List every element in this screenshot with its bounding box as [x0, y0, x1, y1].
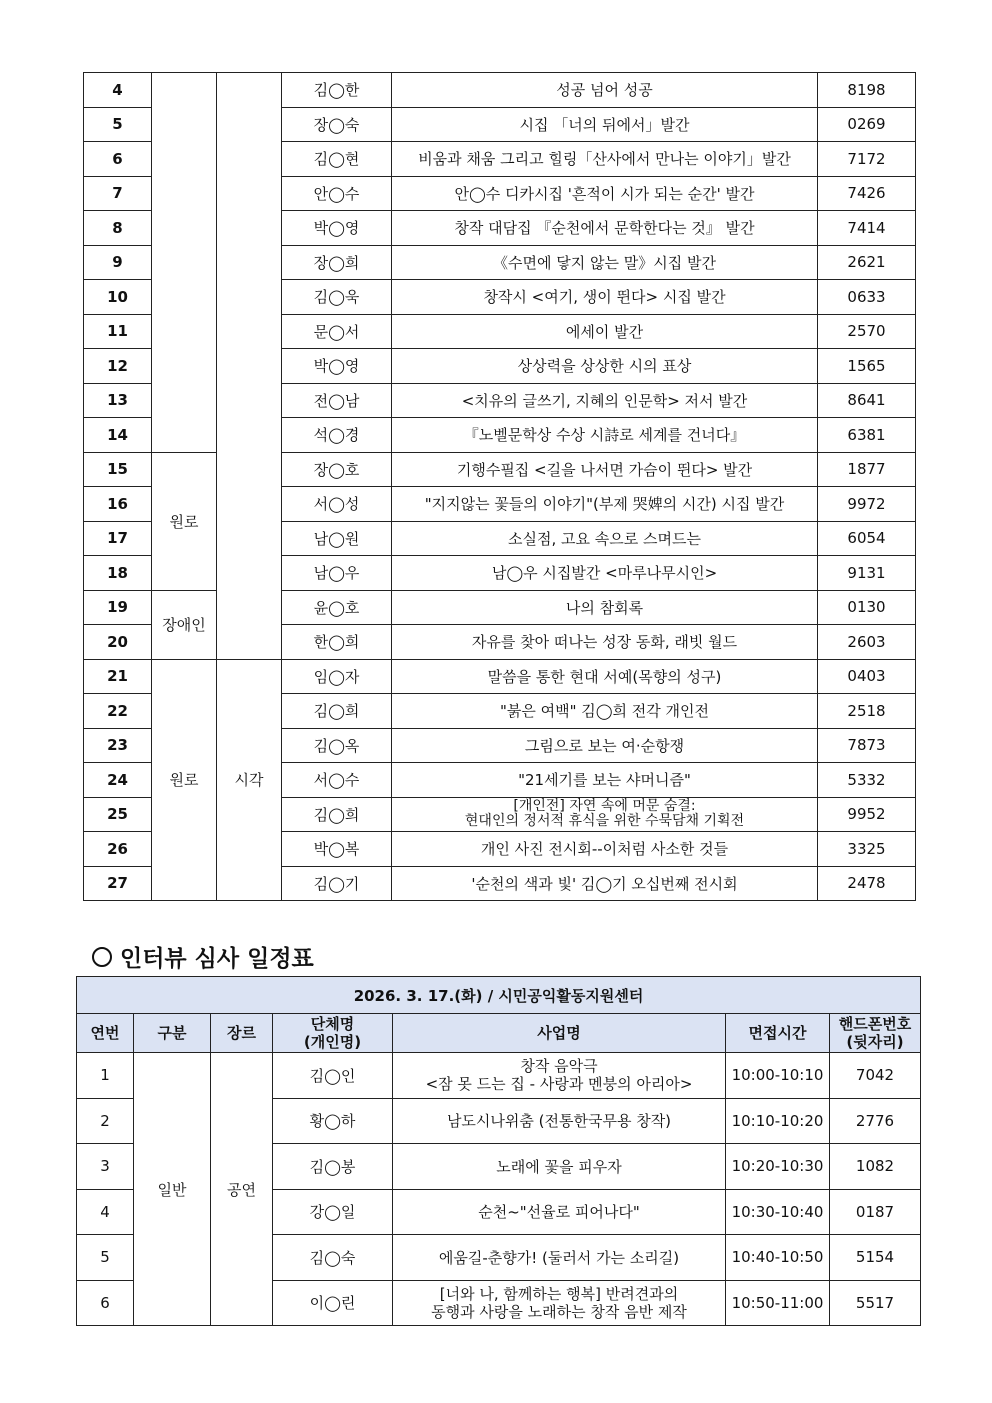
table-row	[84, 590, 916, 625]
header-category: 구분	[134, 1014, 211, 1053]
applicant-list-table	[83, 72, 916, 901]
applicant-name: 김◯옥	[282, 728, 392, 763]
row-number: 5	[84, 107, 152, 142]
project-title: 그림으로 보는 여·순항쟁	[392, 728, 818, 763]
project-title: 상상력을 상상한 시의 표상	[392, 349, 818, 384]
table-row	[84, 452, 916, 487]
applicant-name: 석◯경	[282, 418, 392, 453]
applicant-name: 임◯자	[282, 659, 392, 694]
applicant-name: 남◯우	[282, 556, 392, 591]
interview-time: 10:00-10:10	[726, 1053, 830, 1099]
header-project: 사업명	[393, 1014, 726, 1053]
applicant-name: 안◯수	[282, 176, 392, 211]
project-title: 《수면에 닿지 않는 말》시집 발간	[392, 245, 818, 280]
project-title: 창작 음악극 <잠 못 드는 집 - 사랑과 멘붕의 아리아>	[393, 1053, 726, 1099]
project-title: "21세기를 보는 샤머니즘"	[392, 763, 818, 798]
phone-last-digits: 2518	[818, 694, 916, 729]
genre-cell-visual: 시각	[217, 659, 282, 901]
category-cell-wonro: 원로	[152, 659, 217, 901]
row-number: 3	[77, 1144, 134, 1190]
interview-time: 10:30-10:40	[726, 1189, 830, 1235]
row-number: 19	[84, 590, 152, 625]
row-number: 10	[84, 280, 152, 315]
row-number: 23	[84, 728, 152, 763]
interview-schedule-table	[76, 976, 921, 1326]
row-number: 17	[84, 521, 152, 556]
applicant-name: 이◯린	[273, 1280, 393, 1326]
phone-last-digits: 0130	[818, 590, 916, 625]
phone-last-digits: 6054	[818, 521, 916, 556]
interview-time: 10:50-11:00	[726, 1280, 830, 1326]
row-number: 18	[84, 556, 152, 591]
section-title-text: 인터뷰 심사 일정표	[120, 945, 314, 972]
row-number: 6	[77, 1280, 134, 1326]
row-number: 20	[84, 625, 152, 660]
applicant-name: 문◯서	[282, 314, 392, 349]
applicant-name: 강◯일	[273, 1189, 393, 1235]
row-number: 4	[77, 1189, 134, 1235]
applicant-name: 박◯복	[282, 832, 392, 867]
phone-last-digits: 8641	[818, 383, 916, 418]
applicant-name: 윤◯호	[282, 590, 392, 625]
phone-last-digits: 2603	[818, 625, 916, 660]
category-cell-disabled: 장애인	[152, 590, 217, 659]
applicant-name: 한◯희	[282, 625, 392, 660]
phone-last-digits: 2570	[818, 314, 916, 349]
phone-last-digits: 3325	[818, 832, 916, 867]
row-number: 7	[84, 176, 152, 211]
row-number: 26	[84, 832, 152, 867]
project-title: 에세이 발간	[392, 314, 818, 349]
row-number: 24	[84, 763, 152, 798]
project-title: 비움과 채움 그리고 힐링「산사에서 만나는 이야기」발간	[392, 142, 818, 177]
interview-time: 10:20-10:30	[726, 1144, 830, 1190]
phone-last-digits: 5517	[830, 1280, 921, 1326]
phone-last-digits: 9131	[818, 556, 916, 591]
phone-last-digits: 8198	[818, 73, 916, 108]
row-number: 21	[84, 659, 152, 694]
project-title: 『노벨문학상 수상 시詩로 세계를 건너다』	[392, 418, 818, 453]
row-number: 15	[84, 452, 152, 487]
phone-last-digits: 2776	[830, 1098, 921, 1144]
row-number: 8	[84, 211, 152, 246]
header-time: 면접시간	[726, 1014, 830, 1053]
applicant-name: 전◯남	[282, 383, 392, 418]
applicant-name: 황◯하	[273, 1098, 393, 1144]
applicant-name: 장◯희	[282, 245, 392, 280]
row-number: 5	[77, 1235, 134, 1281]
phone-last-digits: 7426	[818, 176, 916, 211]
project-title: 말씀을 통한 현대 서예(목향의 성구)	[392, 659, 818, 694]
header-name: 단체명 (개인명)	[273, 1014, 393, 1053]
row-number: 11	[84, 314, 152, 349]
applicant-name: 김◯인	[273, 1053, 393, 1099]
schedule-row	[77, 1053, 921, 1099]
category-cell: 일반	[134, 1053, 211, 1326]
row-number: 13	[84, 383, 152, 418]
table-row	[84, 73, 916, 108]
row-number: 22	[84, 694, 152, 729]
schedule-caption: 2026. 3. 17.(화) / 시민공익활동지원센터	[77, 977, 921, 1014]
project-title: [개인전] 자연 속에 머문 숨결: 현대인의 정서적 휴식을 위한 수묵담채 기획전	[392, 797, 818, 832]
interview-time: 10:10-10:20	[726, 1098, 830, 1144]
category-cell-wonro: 원로	[152, 452, 217, 590]
project-title: 에움길-춘향가! (둘러서 가는 소리길)	[393, 1235, 726, 1281]
phone-last-digits: 7172	[818, 142, 916, 177]
phone-last-digits: 2478	[818, 866, 916, 901]
project-title: [너와 나, 함께하는 행복] 반려견과의 동행과 사랑을 노래하는 창작 음반 제작	[393, 1280, 726, 1326]
phone-last-digits: 1877	[818, 452, 916, 487]
project-title: 나의 참회록	[392, 590, 818, 625]
phone-last-digits: 9972	[818, 487, 916, 522]
phone-last-digits: 6381	[818, 418, 916, 453]
table-row	[84, 659, 916, 694]
project-title: 남◯우 시집발간 <마루나무시인>	[392, 556, 818, 591]
applicant-name: 김◯봉	[273, 1144, 393, 1190]
phone-last-digits: 0633	[818, 280, 916, 315]
project-title: 성공 넘어 성공	[392, 73, 818, 108]
phone-last-digits: 1565	[818, 349, 916, 384]
applicant-name: 김◯희	[282, 694, 392, 729]
project-title: <치유의 글쓰기, 지혜의 인문학> 저서 발간	[392, 383, 818, 418]
applicant-name: 김◯욱	[282, 280, 392, 315]
genre-cell: 공연	[211, 1053, 273, 1326]
phone-last-digits: 7873	[818, 728, 916, 763]
applicant-name: 장◯숙	[282, 107, 392, 142]
phone-last-digits: 5332	[818, 763, 916, 798]
project-title: 순천~"선율로 피어나다"	[393, 1189, 726, 1235]
row-number: 4	[84, 73, 152, 108]
applicant-name: 박◯영	[282, 211, 392, 246]
applicant-name: 김◯한	[282, 73, 392, 108]
row-number: 9	[84, 245, 152, 280]
phone-last-digits: 7414	[818, 211, 916, 246]
row-number: 25	[84, 797, 152, 832]
header-genre: 장르	[211, 1014, 273, 1053]
project-title: 안◯수 디카시집 '흔적이 시가 되는 순간' 발간	[392, 176, 818, 211]
row-number: 6	[84, 142, 152, 177]
circle-bullet-icon	[92, 947, 112, 967]
project-title: 시집 「너의 뒤에서」발간	[392, 107, 818, 142]
applicant-name: 서◯수	[282, 763, 392, 798]
phone-last-digits: 5154	[830, 1235, 921, 1281]
genre-cell-empty	[217, 73, 282, 660]
project-title: 자유를 찾아 떠나는 성장 동화, 래빗 월드	[392, 625, 818, 660]
header-phone: 핸드폰번호 (뒷자리)	[830, 1014, 921, 1053]
applicant-name: 김◯현	[282, 142, 392, 177]
phone-last-digits: 9952	[818, 797, 916, 832]
row-number: 2	[77, 1098, 134, 1144]
applicant-name: 김◯숙	[273, 1235, 393, 1281]
applicant-name: 김◯희	[282, 797, 392, 832]
project-title: 소실점, 고요 속으로 스며드는	[392, 521, 818, 556]
project-title: 남도시나위춤 (전통한국무용 창작)	[393, 1098, 726, 1144]
applicant-name: 남◯원	[282, 521, 392, 556]
applicant-name: 장◯호	[282, 452, 392, 487]
project-title: '순천의 색과 빛' 김◯기 오십번째 전시회	[392, 866, 818, 901]
project-title: 창작시 <여기, 생이 뛴다> 시집 발간	[392, 280, 818, 315]
row-number: 1	[77, 1053, 134, 1099]
phone-last-digits: 0403	[818, 659, 916, 694]
applicant-name: 김◯기	[282, 866, 392, 901]
phone-last-digits: 1082	[830, 1144, 921, 1190]
project-title: 노래에 꽃을 피우자	[393, 1144, 726, 1190]
project-title: 창작 대담집 『순천에서 문학한다는 것』 발간	[392, 211, 818, 246]
applicant-name: 박◯영	[282, 349, 392, 384]
row-number: 16	[84, 487, 152, 522]
project-title: 개인 사진 전시회--이처럼 사소한 것들	[392, 832, 818, 867]
project-title: 기행수필집 <길을 나서면 가슴이 뛴다> 발간	[392, 452, 818, 487]
phone-last-digits: 0269	[818, 107, 916, 142]
applicant-name: 서◯성	[282, 487, 392, 522]
section-title	[92, 940, 314, 973]
project-title: "지지않는 꽃들의 이야기"(부제 哭婢의 시간) 시집 발간	[392, 487, 818, 522]
phone-last-digits: 2621	[818, 245, 916, 280]
header-no: 연번	[77, 1014, 134, 1053]
project-title: "붉은 여백" 김◯희 전각 개인전	[392, 694, 818, 729]
row-number: 12	[84, 349, 152, 384]
row-number: 14	[84, 418, 152, 453]
interview-time: 10:40-10:50	[726, 1235, 830, 1281]
phone-last-digits: 0187	[830, 1189, 921, 1235]
row-number: 27	[84, 866, 152, 901]
phone-last-digits: 7042	[830, 1053, 921, 1099]
category-cell-empty	[152, 73, 217, 453]
